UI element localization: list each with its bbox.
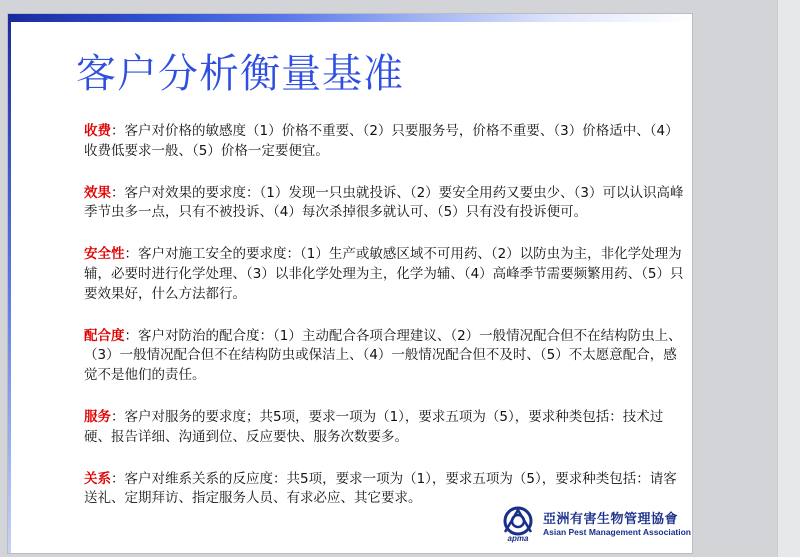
- logo-name-chinese: 亞洲有害生物管理協會: [543, 512, 679, 527]
- logo-name-english: Asian Pest Management Association: [543, 527, 692, 537]
- vertical-scrollbar[interactable]: [777, 0, 800, 557]
- paragraph-service-text: ：客户对服务的要求度；共5项，要求一项为（1），要求五项为（5），要求种类包括：技术过硬、报告详细、沟通到位、反应要快、服务次数要多。: [84, 408, 664, 445]
- paragraph-cooperation-text: ：客户对防治的配合度：（1）主动配合各项合理建议、（2）一般情况配合但不在结构防虫上、（3）一般情况配合但不在结构防虫或保洁上、（4）一般情况配合但不及时、（5）不太愿意配合，感觉不是他们的责任。: [84, 327, 682, 384]
- paragraph-effect-text: ：客户对效果的要求度：（1）发现一只虫就投诉、（2）要安全用药又要虫少、（3）可以认识高峰季节虫多一点，只有不被投诉、（4）每次杀掉很多就认可、（5）只有没有投诉便可。: [84, 184, 684, 221]
- keyword-cooperation: 配合度: [84, 327, 125, 344]
- paragraph-fee-text: ：客户对价格的敏感度（1）价格不重要、（2）只要服务号，价格不重要、（3）价格适中、（4）收费低要求一般、（5）价格一定要便宜。: [84, 123, 679, 159]
- apma-logo: [501, 502, 691, 548]
- paragraph-fee: [84, 122, 684, 162]
- slide: [8, 14, 692, 553]
- paragraph-safety: [84, 245, 684, 304]
- paragraph-service: [84, 408, 684, 448]
- slide-title: 客户分析衡量基准: [76, 51, 404, 97]
- slide-top-bar: [8, 14, 692, 22]
- keyword-effect: 效果: [84, 184, 111, 201]
- keyword-relationship: 关系: [84, 470, 111, 487]
- slide-left-bar: [8, 14, 11, 553]
- paragraph-cooperation: [84, 327, 684, 386]
- slide-content: [84, 122, 684, 531]
- keyword-safety: 安全性: [84, 246, 125, 263]
- paragraph-safety-text: ：客户对施工安全的要求度：（1）生产或敏感区域不可用药、（2）以防虫为主，非化学处理为辅，必要时进行化学处理、（3）以非化学处理为主，化学为辅、（4）高峰季节需要频繁用药、（5）只要效果好，什么方法都行。: [84, 246, 684, 302]
- paragraph-relationship-text: ：客户对维系关系的反应度：共5项，要求一项为（1），要求五项为（5），要求种类包括：请客送礼、定期拜访、指定服务人员、有求必应、其它要求。: [84, 470, 677, 507]
- keyword-service: 服务: [84, 408, 111, 425]
- paragraph-effect: [84, 184, 684, 224]
- logo-abbreviation: apma: [507, 534, 529, 543]
- keyword-fee: 收费: [84, 123, 111, 139]
